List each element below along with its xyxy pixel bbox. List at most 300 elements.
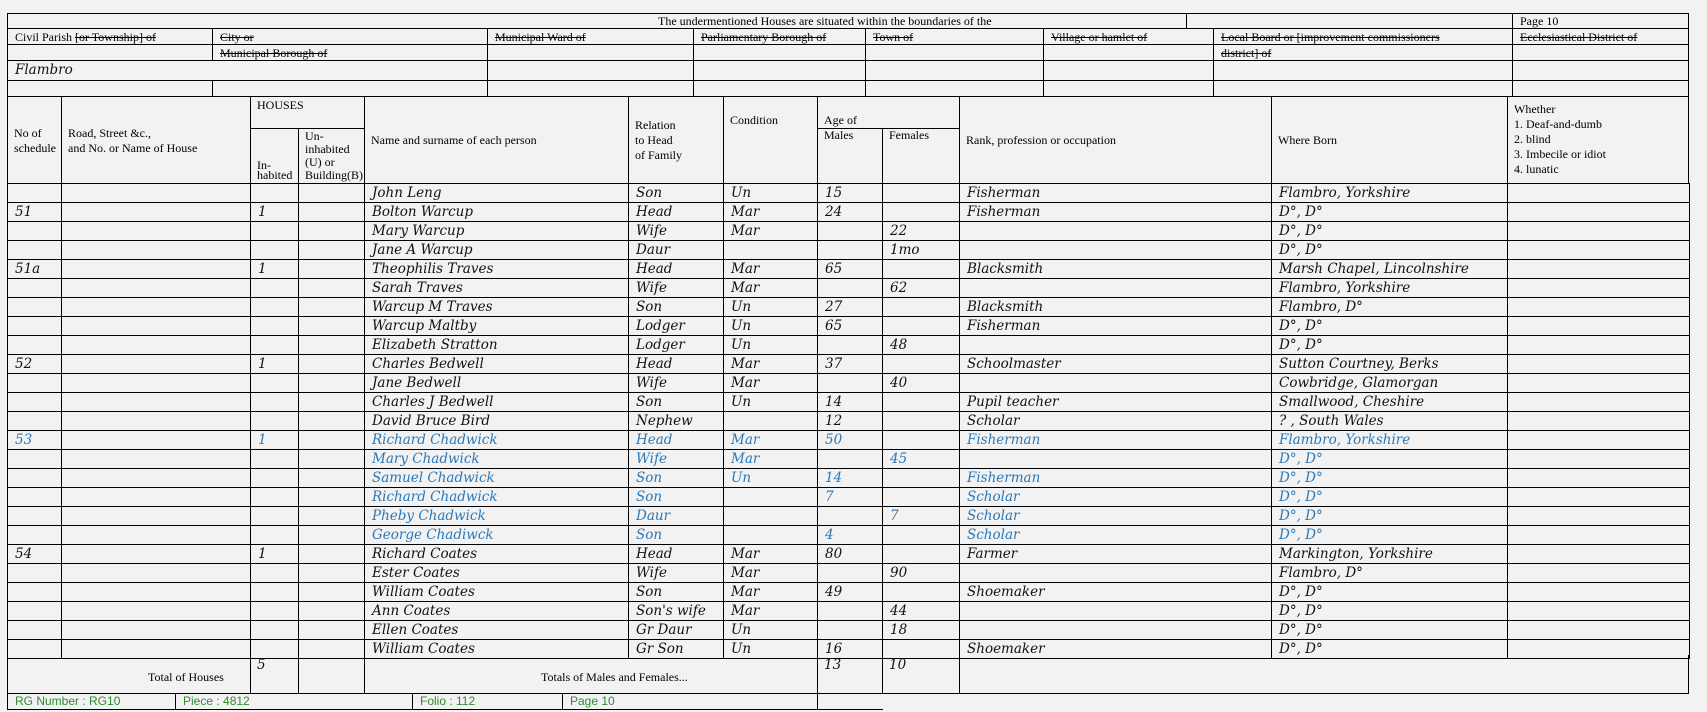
- table-row: [8, 317, 1690, 336]
- cell-relation: Head: [629, 431, 724, 450]
- cell-road: [62, 317, 251, 336]
- cell-condition: Mar: [724, 279, 818, 298]
- cell-males: [818, 374, 883, 393]
- table-row: [8, 564, 1690, 583]
- table-row: [8, 488, 1690, 507]
- hdr-schedule-1: No of: [14, 126, 42, 140]
- cell-name: John Leng: [365, 184, 629, 203]
- cell-where-born: Sutton Courtney, Berks: [1272, 355, 1508, 374]
- cell-uninhabited: [299, 621, 365, 640]
- hdr-whether: Whether: [1514, 102, 1556, 116]
- cell-relation: Wife: [629, 222, 724, 241]
- cell-name: Pheby Chadwick: [365, 507, 629, 526]
- cell-relation: Wife: [629, 564, 724, 583]
- hdr-whether-4: 4. lunatic: [1514, 162, 1559, 176]
- cell-uninhabited: [299, 469, 365, 488]
- cell-inhabited: [251, 412, 299, 431]
- cell-name: Jane Bedwell: [365, 374, 629, 393]
- cell-schedule: [8, 640, 62, 659]
- cell-inhabited: [251, 317, 299, 336]
- cell-inhabited: [251, 279, 299, 298]
- cell-name: Elizabeth Stratton: [365, 336, 629, 355]
- cell-where-born: D°, D°: [1272, 450, 1508, 469]
- cell-whether: [1508, 431, 1690, 450]
- cell-condition: Mar: [724, 450, 818, 469]
- cell-condition: Un: [724, 184, 818, 203]
- cell-inhabited: [251, 507, 299, 526]
- cell-condition: Mar: [724, 583, 818, 602]
- cell-inhabited: 1: [251, 203, 299, 222]
- cell-where-born: Markington, Yorkshire: [1272, 545, 1508, 564]
- cell-females: [883, 184, 960, 203]
- cell-schedule: [8, 298, 62, 317]
- cell-males: 7: [818, 488, 883, 507]
- cell-whether: [1508, 526, 1690, 545]
- cell-females: [883, 469, 960, 488]
- cell-males: 14: [818, 393, 883, 412]
- cell-whether: [1508, 279, 1690, 298]
- cell-where-born: D°, D°: [1272, 241, 1508, 260]
- cell-name: Charles Bedwell: [365, 355, 629, 374]
- piece-number: Piece : 4812: [183, 694, 250, 708]
- cell-whether: [1508, 298, 1690, 317]
- cell-occupation: Fisherman: [960, 184, 1272, 203]
- cell-occupation: Scholar: [960, 412, 1272, 431]
- cell-inhabited: [251, 336, 299, 355]
- cell-uninhabited: [299, 393, 365, 412]
- cell-relation: Son's wife: [629, 602, 724, 621]
- cell-schedule: [8, 488, 62, 507]
- cell-whether: [1508, 564, 1690, 583]
- hdr-inhabited-1: In-: [257, 158, 271, 172]
- cell-uninhabited: [299, 583, 365, 602]
- hdr-road-1: Road, Street &c.,: [68, 126, 151, 140]
- cell-name: Warcup Maltby: [365, 317, 629, 336]
- cell-inhabited: [251, 450, 299, 469]
- cell-where-born: Marsh Chapel, Lincolnshire: [1272, 260, 1508, 279]
- cell-males: 14: [818, 469, 883, 488]
- cell-condition: [724, 507, 818, 526]
- cell-schedule: [8, 621, 62, 640]
- cell-road: [62, 545, 251, 564]
- cell-inhabited: [251, 583, 299, 602]
- cell-inhabited: [251, 298, 299, 317]
- cell-condition: Un: [724, 298, 818, 317]
- cell-road: [62, 203, 251, 222]
- cell-schedule: 52: [8, 355, 62, 374]
- table-row: [8, 241, 1690, 260]
- cell-females: 22: [883, 222, 960, 241]
- cell-occupation: [960, 450, 1272, 469]
- cell-where-born: Flambro, Yorkshire: [1272, 431, 1508, 450]
- page-number: Page 10: [570, 694, 615, 708]
- civil-parish-value: Flambro: [15, 62, 73, 78]
- cell-where-born: Smallwood, Cheshire: [1272, 393, 1508, 412]
- table-row: [8, 336, 1690, 355]
- page-label: Page 10: [1520, 14, 1559, 28]
- cell-occupation: Scholar: [960, 526, 1272, 545]
- cell-name: Warcup M Traves: [365, 298, 629, 317]
- cell-inhabited: [251, 602, 299, 621]
- cell-males: 80: [818, 545, 883, 564]
- cell-females: [883, 583, 960, 602]
- cell-males: [818, 336, 883, 355]
- cell-road: [62, 298, 251, 317]
- cell-females: [883, 412, 960, 431]
- cell-road: [62, 602, 251, 621]
- cell-females: 7: [883, 507, 960, 526]
- table-row: [8, 583, 1690, 602]
- cell-whether: [1508, 355, 1690, 374]
- cell-males: 50: [818, 431, 883, 450]
- cell-occupation: [960, 374, 1272, 393]
- cell-uninhabited: [299, 640, 365, 659]
- folio-number: Folio : 112: [420, 694, 476, 708]
- cell-road: [62, 336, 251, 355]
- table-row: [8, 640, 1690, 659]
- cell-where-born: D°, D°: [1272, 526, 1508, 545]
- cell-road: [62, 412, 251, 431]
- cell-road: [62, 621, 251, 640]
- cell-relation: Son: [629, 184, 724, 203]
- cell-name: Ellen Coates: [365, 621, 629, 640]
- cell-where-born: D°, D°: [1272, 507, 1508, 526]
- cell-whether: [1508, 241, 1690, 260]
- cell-females: [883, 393, 960, 412]
- table-row: [8, 602, 1690, 621]
- cell-uninhabited: [299, 431, 365, 450]
- cell-name: Mary Chadwick: [365, 450, 629, 469]
- cell-condition: [724, 526, 818, 545]
- cell-schedule: [8, 583, 62, 602]
- cell-uninhabited: [299, 488, 365, 507]
- cell-where-born: D°, D°: [1272, 621, 1508, 640]
- cell-females: 45: [883, 450, 960, 469]
- cell-schedule: [8, 469, 62, 488]
- cell-schedule: 51a: [8, 260, 62, 279]
- cell-road: [62, 469, 251, 488]
- cell-where-born: D°, D°: [1272, 583, 1508, 602]
- cell-where-born: Flambro, Yorkshire: [1272, 184, 1508, 203]
- cell-schedule: [8, 564, 62, 583]
- cell-uninhabited: [299, 355, 365, 374]
- cell-where-born: Cowbridge, Glamorgan: [1272, 374, 1508, 393]
- cell-whether: [1508, 393, 1690, 412]
- cell-whether: [1508, 545, 1690, 564]
- cell-schedule: [8, 241, 62, 260]
- cell-road: [62, 222, 251, 241]
- table-row: [8, 222, 1690, 241]
- cell-road: [62, 184, 251, 203]
- cell-name: Sarah Traves: [365, 279, 629, 298]
- cell-relation: Wife: [629, 374, 724, 393]
- cell-road: [62, 583, 251, 602]
- total-houses-value: 5: [257, 657, 266, 673]
- cell-relation: Son: [629, 583, 724, 602]
- hdr-uninhabited-1: Un-: [305, 129, 324, 143]
- cell-name: Theophilis Traves: [365, 260, 629, 279]
- cell-inhabited: 1: [251, 545, 299, 564]
- cell-occupation: [960, 621, 1272, 640]
- hdr-relation-3: of Family: [635, 148, 682, 162]
- cell-relation: Head: [629, 203, 724, 222]
- cell-where-born: D°, D°: [1272, 640, 1508, 659]
- table-row: [8, 412, 1690, 431]
- cell-where-born: D°, D°: [1272, 222, 1508, 241]
- cell-condition: Mar: [724, 545, 818, 564]
- cell-inhabited: [251, 184, 299, 203]
- cell-relation: Son: [629, 488, 724, 507]
- cell-uninhabited: [299, 298, 365, 317]
- cell-road: [62, 355, 251, 374]
- cell-schedule: 54: [8, 545, 62, 564]
- cell-males: [818, 564, 883, 583]
- cell-uninhabited: [299, 241, 365, 260]
- cell-relation: Son: [629, 393, 724, 412]
- cell-males: 65: [818, 317, 883, 336]
- hdr-whether-2: 2. blind: [1514, 132, 1551, 146]
- cell-relation: Lodger: [629, 317, 724, 336]
- cell-females: 18: [883, 621, 960, 640]
- cell-females: [883, 355, 960, 374]
- cell-inhabited: 1: [251, 431, 299, 450]
- hdr-occupation: Rank, profession or occupation: [966, 133, 1116, 147]
- cell-females: [883, 203, 960, 222]
- hdr-uninhabited-3: (U) or: [305, 155, 335, 169]
- cell-males: 49: [818, 583, 883, 602]
- cell-females: [883, 260, 960, 279]
- cell-relation: Daur: [629, 507, 724, 526]
- cell-condition: [724, 412, 818, 431]
- cell-name: David Bruce Bird: [365, 412, 629, 431]
- cell-name: Richard Chadwick: [365, 488, 629, 507]
- cell-condition: Mar: [724, 355, 818, 374]
- village-label: Village or hamlet of: [1051, 30, 1148, 44]
- cell-inhabited: [251, 564, 299, 583]
- table-row: [8, 355, 1690, 374]
- cell-road: [62, 279, 251, 298]
- cell-where-born: Flambro, Yorkshire: [1272, 279, 1508, 298]
- cell-schedule: 53: [8, 431, 62, 450]
- cell-males: 37: [818, 355, 883, 374]
- cell-relation: Lodger: [629, 336, 724, 355]
- table-row: [8, 260, 1690, 279]
- cell-condition: Un: [724, 469, 818, 488]
- cell-whether: [1508, 412, 1690, 431]
- cell-uninhabited: [299, 317, 365, 336]
- cell-road: [62, 260, 251, 279]
- cell-name: William Coates: [365, 583, 629, 602]
- cell-males: 27: [818, 298, 883, 317]
- cell-occupation: Shoemaker: [960, 583, 1272, 602]
- cell-uninhabited: [299, 602, 365, 621]
- cell-males: [818, 241, 883, 260]
- hdr-whether-3: 3. Imbecile or idiot: [1514, 147, 1606, 161]
- cell-where-born: ? , South Wales: [1272, 412, 1508, 431]
- cell-occupation: Shoemaker: [960, 640, 1272, 659]
- table-row: [8, 184, 1690, 203]
- cell-females: [883, 317, 960, 336]
- cell-females: [883, 545, 960, 564]
- cell-uninhabited: [299, 507, 365, 526]
- cell-whether: [1508, 469, 1690, 488]
- cell-inhabited: [251, 469, 299, 488]
- table-row: [8, 203, 1690, 222]
- cell-uninhabited: [299, 279, 365, 298]
- cell-occupation: Fisherman: [960, 431, 1272, 450]
- cell-whether: [1508, 583, 1690, 602]
- cell-name: George Chadiwck: [365, 526, 629, 545]
- cell-inhabited: [251, 621, 299, 640]
- cell-road: [62, 374, 251, 393]
- cell-inhabited: [251, 222, 299, 241]
- cell-inhabited: [251, 488, 299, 507]
- cell-females: 44: [883, 602, 960, 621]
- table-row: [8, 431, 1690, 450]
- cell-uninhabited: [299, 545, 365, 564]
- cell-road: [62, 450, 251, 469]
- total-males-value: 13: [824, 657, 842, 673]
- cell-males: 12: [818, 412, 883, 431]
- cell-where-born: Flambro, D°: [1272, 564, 1508, 583]
- cell-females: [883, 431, 960, 450]
- hdr-relation-1: Relation: [635, 118, 676, 132]
- cell-inhabited: 1: [251, 355, 299, 374]
- cell-where-born: D°, D°: [1272, 336, 1508, 355]
- cell-inhabited: [251, 241, 299, 260]
- table-row: [8, 545, 1690, 564]
- cell-where-born: D°, D°: [1272, 203, 1508, 222]
- cell-occupation: Fisherman: [960, 469, 1272, 488]
- hdr-age-of: Age of: [824, 113, 857, 127]
- cell-females: [883, 488, 960, 507]
- cell-schedule: [8, 412, 62, 431]
- cell-schedule: [8, 374, 62, 393]
- census-rows: [8, 184, 1690, 659]
- cell-uninhabited: [299, 412, 365, 431]
- hdr-uninhabited-2: inhabited: [305, 142, 350, 156]
- cell-females: [883, 298, 960, 317]
- parliamentary-borough-label: Parliamentary Borough of: [701, 30, 827, 44]
- cell-whether: [1508, 602, 1690, 621]
- hdr-schedule-2: schedule: [14, 141, 56, 155]
- cell-condition: Un: [724, 393, 818, 412]
- cell-condition: Mar: [724, 260, 818, 279]
- cell-road: [62, 431, 251, 450]
- cell-whether: [1508, 450, 1690, 469]
- cell-whether: [1508, 260, 1690, 279]
- cell-occupation: [960, 602, 1272, 621]
- table-row: [8, 374, 1690, 393]
- cell-males: 4: [818, 526, 883, 545]
- cell-occupation: Pupil teacher: [960, 393, 1272, 412]
- cell-where-born: D°, D°: [1272, 469, 1508, 488]
- hdr-condition: Condition: [730, 113, 779, 127]
- cell-relation: Gr Son: [629, 640, 724, 659]
- local-board-label: Local Board or [improvement commissioners: [1221, 30, 1440, 44]
- civil-parish-prefix: Civil Parish: [15, 30, 76, 44]
- cell-relation: Daur: [629, 241, 724, 260]
- cell-whether: [1508, 184, 1690, 203]
- cell-condition: Un: [724, 621, 818, 640]
- cell-schedule: [8, 184, 62, 203]
- cell-uninhabited: [299, 184, 365, 203]
- hdr-females: Females: [889, 128, 929, 142]
- cell-males: [818, 222, 883, 241]
- cell-relation: Wife: [629, 450, 724, 469]
- cell-whether: [1508, 317, 1690, 336]
- city-label: City or: [220, 30, 254, 44]
- cell-occupation: [960, 222, 1272, 241]
- census-table: [7, 183, 1690, 659]
- cell-occupation: [960, 336, 1272, 355]
- cell-whether: [1508, 222, 1690, 241]
- hdr-where-born: Where Born: [1278, 133, 1337, 147]
- cell-schedule: [8, 507, 62, 526]
- cell-schedule: [8, 317, 62, 336]
- cell-males: 24: [818, 203, 883, 222]
- cell-females: [883, 640, 960, 659]
- cell-condition: Mar: [724, 431, 818, 450]
- cell-road: [62, 507, 251, 526]
- cell-name: Ester Coates: [365, 564, 629, 583]
- cell-name: Jane A Warcup: [365, 241, 629, 260]
- cell-occupation: Fisherman: [960, 203, 1272, 222]
- cell-occupation: Blacksmith: [960, 298, 1272, 317]
- hdr-road-2: and No. or Name of House: [68, 141, 198, 155]
- cell-whether: [1508, 374, 1690, 393]
- cell-uninhabited: [299, 203, 365, 222]
- municipal-ward-label: Municipal Ward of: [495, 30, 586, 44]
- cell-name: Richard Chadwick: [365, 431, 629, 450]
- hdr-uninhabited-4: Building(B): [305, 168, 364, 182]
- cell-relation: Son: [629, 298, 724, 317]
- cell-inhabited: [251, 393, 299, 412]
- table-row: [8, 621, 1690, 640]
- cell-schedule: [8, 222, 62, 241]
- table-row: [8, 526, 1690, 545]
- total-females-value: 10: [889, 657, 907, 673]
- cell-name: William Coates: [365, 640, 629, 659]
- cell-where-born: D°, D°: [1272, 317, 1508, 336]
- cell-uninhabited: [299, 450, 365, 469]
- cell-occupation: [960, 241, 1272, 260]
- cell-males: [818, 621, 883, 640]
- cell-occupation: Fisherman: [960, 317, 1272, 336]
- cell-males: [818, 450, 883, 469]
- cell-where-born: Flambro, D°: [1272, 298, 1508, 317]
- cell-females: 40: [883, 374, 960, 393]
- cell-road: [62, 488, 251, 507]
- table-row: [8, 450, 1690, 469]
- cell-whether: [1508, 621, 1690, 640]
- cell-where-born: D°, D°: [1272, 602, 1508, 621]
- table-row: [8, 507, 1690, 526]
- civil-parish-struck: [or Township] of: [75, 30, 156, 44]
- cell-name: Bolton Warcup: [365, 203, 629, 222]
- cell-condition: [724, 241, 818, 260]
- cell-occupation: [960, 564, 1272, 583]
- cell-name: Charles J Bedwell: [365, 393, 629, 412]
- cell-males: 15: [818, 184, 883, 203]
- cell-condition: Mar: [724, 374, 818, 393]
- total-houses-label: Total of Houses: [148, 670, 224, 684]
- table-row: [8, 298, 1690, 317]
- cell-females: 62: [883, 279, 960, 298]
- cell-condition: Un: [724, 317, 818, 336]
- cell-schedule: [8, 450, 62, 469]
- cell-uninhabited: [299, 374, 365, 393]
